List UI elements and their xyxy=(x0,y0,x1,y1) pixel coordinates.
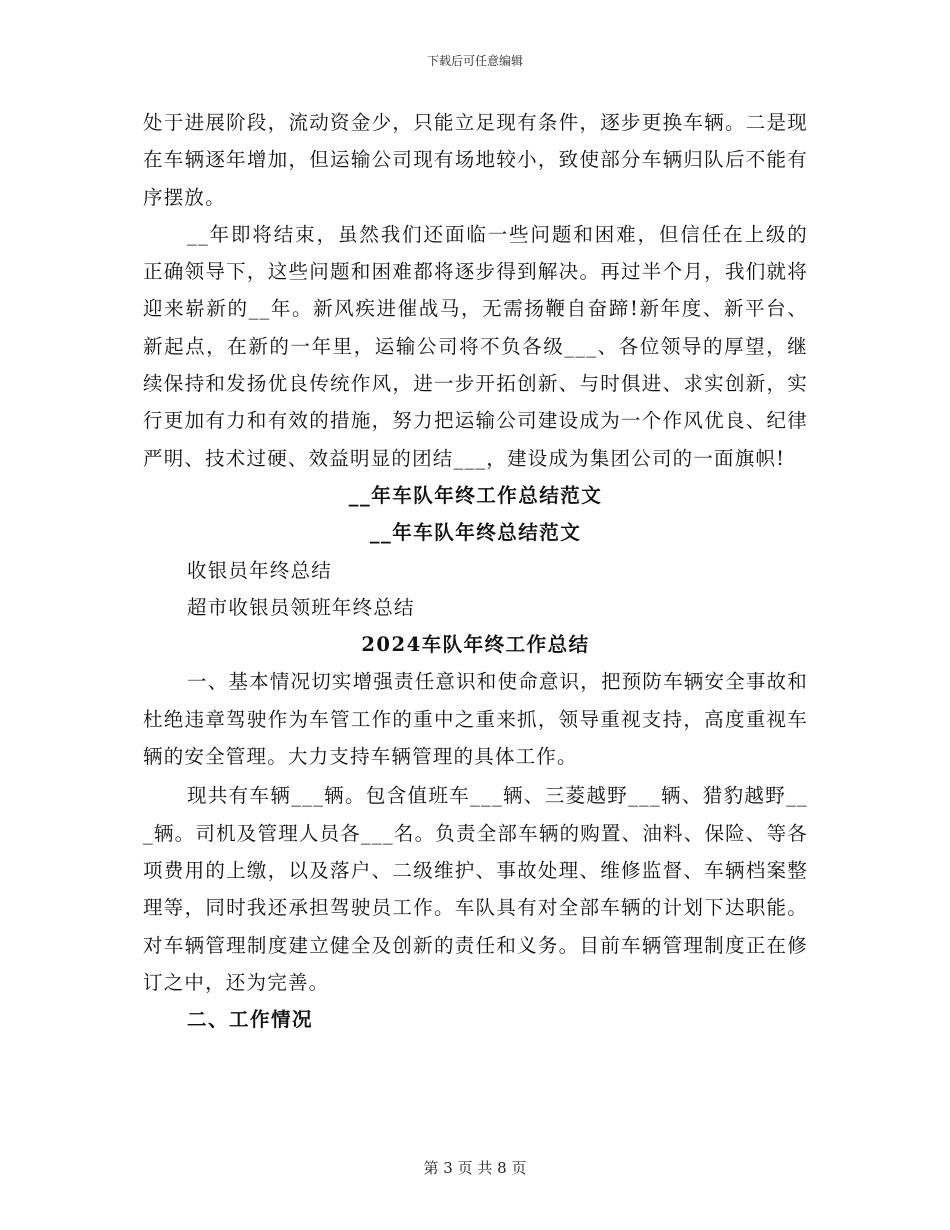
paragraph-continuation: 处于进展阶段，流动资金少，只能立足现有条件，逐步更换车辆。二是现在车辆逐年增加，但运输公司现有场地较小，致使部分车辆归队后不能有序摆放。 xyxy=(143,111,808,209)
related-item-cashier: 收银员年终总结 xyxy=(187,558,332,582)
section-heading-work-situation: 二、工作情况 xyxy=(187,1008,314,1032)
paragraph-year-end: __年即将结束，虽然我们还面临一些问题和困难，但信任在上级的正确领导下，这些问题和困难都将逐步得到解决。再过半个月，我们就将迎来崭新的__年。新风疾进催战马，无需扬鞭自奋蹄!新年度、新平台、新起点，在新的一年里，运输公司将不负各级___、各位领导的厚望，继续保持和发扬优良传统作风，进一步开拓创新、与时俱进、求实创新，实行更加有力和有效的措施，努力把运输公司建设成为一个作风优良、纪律严明、技术过硬、效益明显的团结___，建设成为集团公司的一面旗帜! xyxy=(143,222,808,470)
page-footer: 第 3 页 共 8 页 xyxy=(423,1159,527,1177)
title-summary-sample: __年车队年终总结范文 xyxy=(369,521,582,545)
related-item-supermarket-cashier: 超市收银员领班年终总结 xyxy=(187,595,415,619)
document-body xyxy=(143,104,808,1038)
title-work-summary-sample: __年车队年终工作总结范文 xyxy=(348,483,603,507)
title-2024-summary: 2024车队年终工作总结 xyxy=(361,633,590,657)
page-header: 下载后可任意编辑 xyxy=(426,54,523,68)
paragraph-basic-situation: 一、基本情况切实增强责任意识和使命意识，把预防车辆安全事故和杜绝违章驾驶作为车管工作的重中之重来抓，领导重视支持，高度重视车辆的安全管理。大力支持车辆管理的具体工作。 xyxy=(143,670,809,769)
paragraph-vehicle-count: 现共有车辆___辆。包含值班车___辆、三菱越野___辆、猎豹越野___辆。司机及管理人员各___名。负责全部车辆的购置、油料、保险、等各项费用的上缴，以及落户、二级维护、事故处理、维修监督、车辆档案整理等，同时我还承担驾驶员工作。车队具有对全部车辆的计划下达职能。对车辆管理制度建立健全及创新的责任和义务。目前车辆管理制度正在修订之中，还为完善。 xyxy=(143,784,808,994)
